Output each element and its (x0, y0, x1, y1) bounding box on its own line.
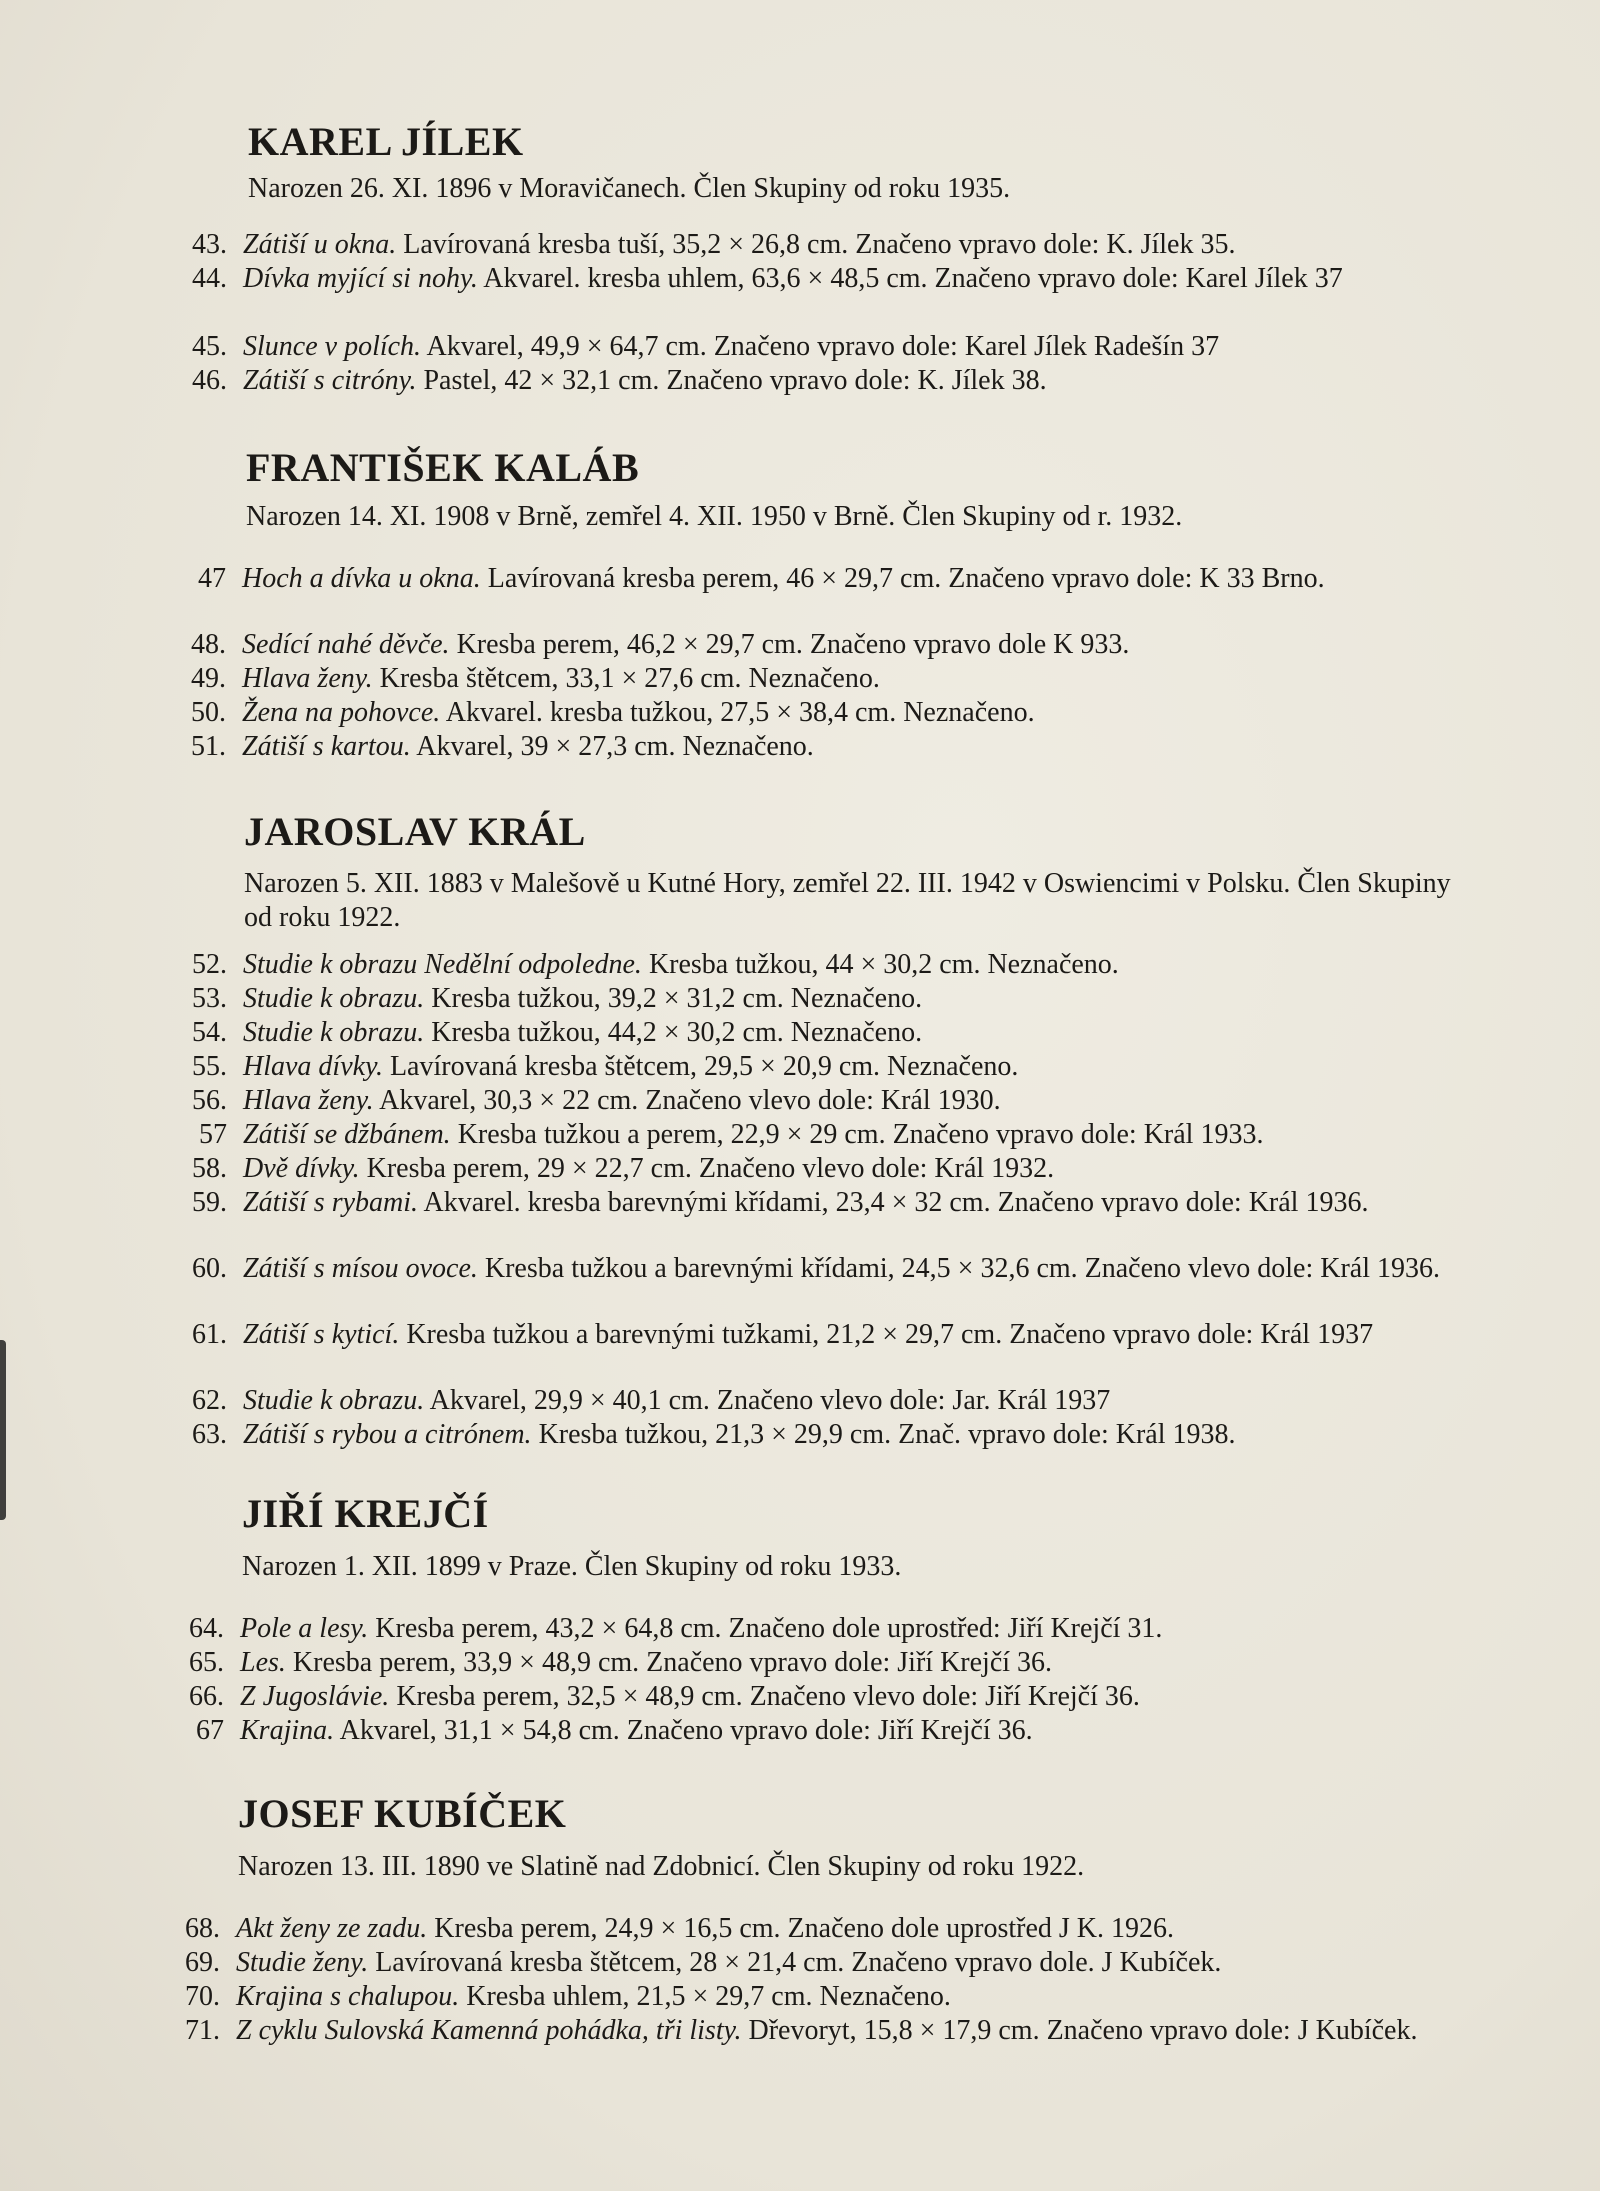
artist-name: JAROSLAV KRÁL (244, 809, 586, 854)
artist-bio: Narozen 14. XI. 1908 v Brně, zemřel 4. XII. 1950 v Brně. Člen Skupiny od r. 1932. (246, 501, 1183, 532)
catalogue-entry (191, 730, 1482, 763)
entry-number: 46. (192, 365, 227, 396)
catalogue-entry (192, 228, 1483, 261)
entry-number: 69. (185, 1947, 220, 1978)
entry-title: Hlava ženy. (242, 663, 373, 694)
entry-description: Kresba tužkou a barevnými tužkami, 21,2 × 29,7 cm. Značeno vpravo dole: Král 1937 (399, 1319, 1374, 1350)
entry-description: Kresba perem, 43,2 × 64,8 cm. Značeno dole uprostřed: Jiří Krejčí 31. (368, 1613, 1163, 1644)
entry-number: 49. (191, 663, 226, 694)
entry-number: 55. (192, 1051, 227, 1082)
entry-number: 60. (192, 1253, 227, 1284)
catalogue-entry (192, 1318, 1483, 1351)
entry-description: Lavírovaná kresba tuší, 35,2 × 26,8 cm. Značeno vpravo dole: K. Jílek 35. (396, 229, 1236, 260)
catalogue-entry (192, 262, 1483, 295)
catalogue-entry (192, 982, 1483, 1015)
entry-number: 47 (198, 563, 226, 594)
entry-number: 43. (192, 229, 227, 260)
entry-title: Studie k obrazu. (243, 983, 425, 1014)
entry-number: 57 (199, 1119, 227, 1150)
catalogue-entry (191, 696, 1482, 729)
entry-title: Studie k obrazu Nedělní odpoledne. (243, 949, 642, 980)
entry-description: Akvarel, 31,1 × 54,8 cm. Značeno vpravo dole: Jiří Krejčí 36. (334, 1715, 1033, 1746)
entry-description: Kresba uhlem, 21,5 × 29,7 cm. Neznačeno. (459, 1981, 951, 2012)
entry-title: Akt ženy ze zadu. (236, 1913, 428, 1944)
entry-description: Kresba tužkou, 39,2 × 31,2 cm. Neznačeno. (424, 983, 923, 1014)
entry-description: Akvarel. kresba uhlem, 63,6 × 48,5 cm. Značeno vpravo dole: Karel Jílek 37 (477, 263, 1343, 294)
catalogue-entry (199, 1118, 1483, 1151)
catalogue-entry (185, 2014, 1476, 2047)
entry-title: Zátiší s kartou. (242, 731, 411, 762)
entry-title: Zátiší s rybami. (243, 1187, 419, 1218)
entry-description: Akvarel, 49,9 × 64,7 cm. Značeno vpravo dole: Karel Jílek Radešín 37 (421, 331, 1220, 362)
entry-title: Slunce v polích. (243, 331, 422, 362)
entry-description: Kresba tužkou, 44,2 × 30,2 cm. Neznačeno. (424, 1017, 923, 1048)
entry-description: Lavírovaná kresba perem, 46 × 29,7 cm. Značeno vpravo dole: K 33 Brno. (480, 563, 1325, 594)
entry-number: 68. (185, 1913, 220, 1944)
catalogue-entry (196, 1714, 1480, 1747)
entry-number: 44. (192, 263, 227, 294)
entry-title: Zátiší s mísou ovoce. (243, 1253, 478, 1284)
entry-number: 54. (192, 1017, 227, 1048)
entry-description: Kresba perem, 46,2 × 29,7 cm. Značeno vpravo dole K 933. (449, 629, 1130, 660)
entry-number: 61. (192, 1319, 227, 1350)
catalogue-entry (192, 1084, 1483, 1117)
entry-description: Kresba perem, 24,9 × 16,5 cm. Značeno dole uprostřed J K. 1926. (427, 1913, 1175, 1944)
entry-description: Kresba perem, 33,9 × 48,9 cm. Značeno vpravo dole: Jiří Krejčí 36. (285, 1647, 1053, 1678)
entry-description: Kresba tužkou, 21,3 × 29,9 cm. Znač. vpravo dole: Král 1938. (531, 1419, 1236, 1450)
entry-number: 70. (185, 1981, 220, 2012)
entry-title: Zátiší se džbánem. (243, 1119, 451, 1150)
entry-title: Z Jugoslávie. (240, 1681, 390, 1712)
catalogue-entry (192, 1186, 1483, 1219)
entry-title: Krajina. (240, 1715, 335, 1746)
entry-title: Studie k obrazu. (243, 1385, 425, 1416)
entry-description: Dřevoryt, 15,8 × 17,9 cm. Značeno vpravo dole: J Kubíček. (741, 2015, 1418, 2046)
artist-bio: Narozen 13. III. 1890 ve Slatině nad Zdobnicí. Člen Skupiny od roku 1922. (238, 1851, 1085, 1882)
entry-number: 50. (191, 697, 226, 728)
entry-title: Pole a lesy. (240, 1613, 369, 1644)
artist-name: KAREL JÍLEK (248, 119, 524, 164)
entry-description: Akvarel, 29,9 × 40,1 cm. Značeno vlevo dole: Jar. Král 1937 (424, 1385, 1111, 1416)
catalogue-entry (192, 1152, 1483, 1185)
entry-number: 56. (192, 1085, 227, 1116)
entry-description: Akvarel. kresba barevnými křídami, 23,4 × 32 cm. Značeno vpravo dole: Král 1936. (418, 1187, 1369, 1218)
entry-description: Kresba štětcem, 33,1 × 27,6 cm. Neznačeno. (372, 663, 880, 694)
entry-number: 51. (191, 731, 226, 762)
entry-description: Lavírovaná kresba štětcem, 29,5 × 20,9 cm. Neznačeno. (382, 1051, 1019, 1082)
entry-title: Zátiší s citróny. (243, 365, 417, 396)
artist-bio: Narozen 1. XII. 1899 v Praze. Člen Skupiny od roku 1933. (242, 1551, 902, 1582)
catalogue-entry (192, 1050, 1483, 1083)
artist-bio: Narozen 26. XI. 1896 v Moravičanech. Člen Skupiny od roku 1935. (248, 173, 1011, 204)
entry-number: 64. (189, 1613, 224, 1644)
entry-description: Kresba tužkou a perem, 22,9 × 29 cm. Značeno vpravo dole: Král 1933. (450, 1119, 1264, 1150)
binding-mark (0, 1340, 6, 1520)
catalogue-entry (189, 1612, 1480, 1645)
entry-description: Akvarel. kresba tužkou, 27,5 × 38,4 cm. Neznačeno. (440, 697, 1035, 728)
entry-number: 52. (192, 949, 227, 980)
catalogue-entry (185, 1912, 1476, 1945)
entry-number: 53. (192, 983, 227, 1014)
entry-title: Krajina s chalupou. (236, 1981, 460, 2012)
entry-title: Studie k obrazu. (243, 1017, 425, 1048)
catalogue-entry (192, 1418, 1483, 1451)
entry-number: 67 (196, 1715, 224, 1746)
entry-title: Zátiší u okna. (243, 229, 397, 260)
entry-description: Pastel, 42 × 32,1 cm. Značeno vpravo dole: K. Jílek 38. (416, 365, 1047, 396)
catalogue-entry (192, 1016, 1483, 1049)
catalogue-entry (189, 1680, 1480, 1713)
entry-description: Lavírovaná kresba štětcem, 28 × 21,4 cm. Značeno vpravo dole. J Kubíček. (368, 1947, 1222, 1978)
entry-title: Les. (240, 1647, 286, 1678)
entry-title: Zátiší s kyticí. (243, 1319, 400, 1350)
catalogue-entry (185, 1980, 1476, 2013)
catalogue-entry (192, 364, 1483, 397)
catalogue-entry (191, 628, 1482, 661)
entry-description: Kresba perem, 29 × 22,7 cm. Značeno vlevo dole: Král 1932. (359, 1153, 1055, 1184)
entry-description: Kresba tužkou, 44 × 30,2 cm. Neznačeno. (641, 949, 1119, 980)
entry-title: Žena na pohovce. (242, 697, 441, 728)
entry-title: Z cyklu Sulovská Kamenná pohádka, tři listy. (236, 2015, 742, 2046)
entry-title: Dvě dívky. (243, 1153, 360, 1184)
entry-number: 71. (185, 2015, 220, 2046)
entry-title: Dívka myjící si nohy. (243, 263, 478, 294)
catalogue-entry (192, 948, 1483, 981)
entry-title: Hlava ženy. (243, 1085, 374, 1116)
catalogue-entry (192, 1384, 1483, 1417)
entry-number: 58. (192, 1153, 227, 1184)
entry-number: 63. (192, 1419, 227, 1450)
entry-title: Hoch a dívka u okna. (242, 563, 481, 594)
entry-title: Studie ženy. (236, 1947, 369, 1978)
entry-number: 65. (189, 1647, 224, 1678)
artist-bio: Narozen 5. XII. 1883 v Malešově u Kutné Hory, zemřel 22. III. 1942 v Oswiencimi v Polsku. Člen Skupiny od roku 1922. (244, 868, 1451, 933)
entry-description: Kresba perem, 32,5 × 48,9 cm. Značeno vlevo dole: Jiří Krejčí 36. (389, 1681, 1140, 1712)
entry-number: 48. (191, 629, 226, 660)
entry-number: 66. (189, 1681, 224, 1712)
artist-name: JOSEF KUBÍČEK (238, 1791, 567, 1836)
catalogue-entry (198, 562, 1482, 595)
entry-title: Zátiší s rybou a citrónem. (243, 1419, 532, 1450)
entry-description: Kresba tužkou a barevnými křídami, 24,5 × 32,6 cm. Značeno vlevo dole: Král 1936. (477, 1253, 1440, 1284)
catalogue-entry (189, 1646, 1480, 1679)
artist-name: FRANTIŠEK KALÁB (246, 445, 640, 490)
entry-description: Akvarel, 39 × 27,3 cm. Neznačeno. (410, 731, 814, 762)
catalogue-entry (192, 330, 1483, 363)
entry-number: 59. (192, 1187, 227, 1218)
entry-number: 45. (192, 331, 227, 362)
catalogue-entry (191, 662, 1482, 695)
entry-number: 62. (192, 1385, 227, 1416)
artist-name: JIŘÍ KREJČÍ (242, 1491, 489, 1536)
catalogue-entry (192, 1252, 1483, 1285)
catalogue-entry (185, 1946, 1476, 1979)
entry-description: Akvarel, 30,3 × 22 cm. Značeno vlevo dole: Král 1930. (373, 1085, 1001, 1116)
entry-title: Sedící nahé děvče. (242, 629, 450, 660)
entry-title: Hlava dívky. (243, 1051, 383, 1082)
